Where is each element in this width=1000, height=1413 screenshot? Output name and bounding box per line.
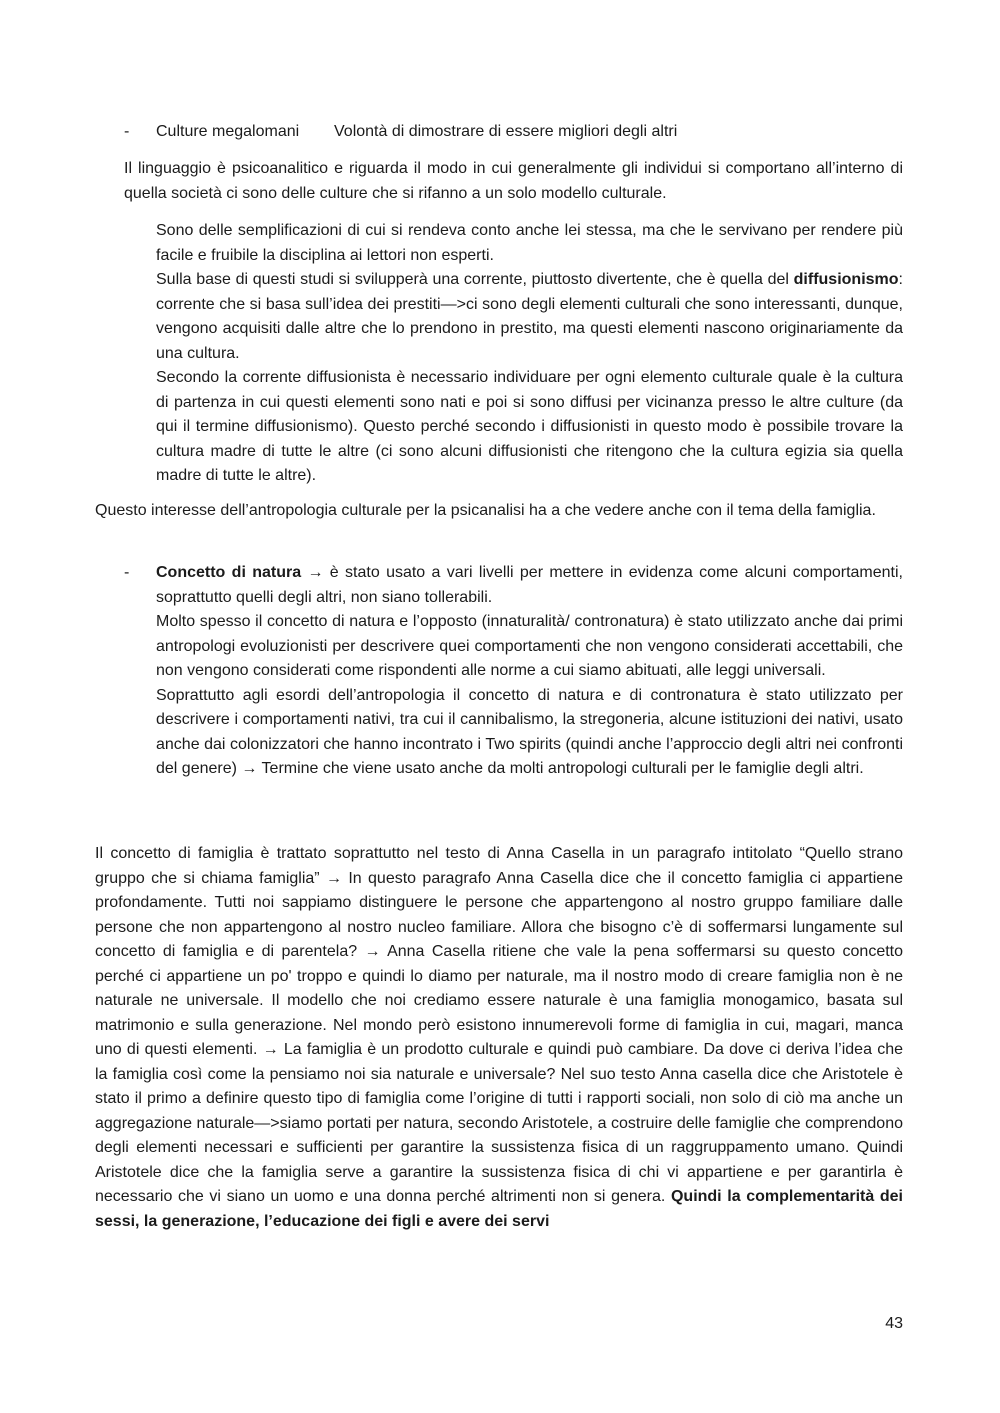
bullet-dash: - (124, 564, 130, 581)
bullet-paragraph: Molto spesso il concetto di natura e l’opposto (innaturalità/ contronatura) è stato utilizzato anche dai primi antropologi evoluzionisti per descrivere quei comportamenti che non vengono considerati accettabili, che non vengono considerati come rispondenti alle norme a cui siamo abituati, alle leggi universali. (156, 613, 903, 679)
text-span: : corrente che si basa sull’idea dei prestiti—>ci sono degli elementi culturali che sono interessanti, dunque, vengono acquisiti dalle altre che lo prendono in prestito, ma questi elementi nascono originariamente da una cultura. (156, 271, 903, 362)
text-span: Il concetto di famiglia è trattato soprattutto nel testo di Anna Casella in un paragrafo intitolato “Quello strano gruppo che si chiama famiglia” → In questo paragrafo Anna Casella dice che il concetto famiglia ci appartiene profondamente. Tutti noi sappiamo distinguere le persone che appartengono al nostro gruppo familiare dalle persone che non appartengono al nostro nucleo familiare. Allora che bisogno c’è di soffermarsi lungamente sul concetto di famiglia e di parentela? → Anna Casella ritiene che vale la pena soffermarsi su questo concetto perché ci appartiene un po' troppo e quindi lo diamo per naturale, ma il nostro modo di creare famiglia non è ne naturale ne universale. Il modello che noi crediamo essere naturale è una famiglia monogamico, basata sul matrimonio e sulla generazione. Nel mondo però esistono innumerevoli forme di famiglia in cui, magari, manca uno di questi elementi. → La famiglia è un prodotto culturale e quindi può cambiare. Da dove ci deriva l’idea che la famiglia così come la pensiamo noi sia naturale e universale? Nel suo testo Anna casella dice che Aristotele è stato il primo a definire questo tipo di famiglia come l’origine di tutti i rapporti sociali, non solo di ciò ma anche un aggregazione naturale—>siamo portati per natura, secondo Aristotele, a costruire delle famiglie che comprendono degli elementi necessari e sufficienti per garantire la sussistenza fisica di un raggruppamento umano. Quindi Aristotele dice che la famiglia serve a garantire la sussistenza fisica di chi vi appartiene e per garantirla è necessario che vi siano un uomo e una donna perché altrimenti non si genera. (95, 845, 903, 1205)
bullet-paragraph (156, 561, 903, 610)
bold-term: Concetto di natura (156, 564, 302, 581)
paragraph: Il linguaggio è psicoanalitico e riguarda il modo in cui generalmente gli individui si comportano all’interno di quella società ci sono delle culture che si rifanno a un solo modello culturale. (124, 160, 903, 202)
text-span: Sulla base di questi studi si svilupperà una corrente, piuttosto divertente, che è quella del (156, 271, 794, 288)
indented-paragraph: Sono delle semplificazioni di cui si rendeva conto anche lei stessa, ma che le servivano per rendere più facile e fruibile la disciplina ai lettori non esperti. (156, 222, 903, 264)
text-span: → è stato usato a vari livelli per mettere in evidenza come alcuni comportamenti, soprattutto quelli degli altri, non siano tollerabili. (156, 564, 903, 606)
bullet-block (156, 561, 903, 782)
indented-paragraph (156, 268, 903, 366)
bullet-dash: - (124, 123, 130, 140)
indented-block (156, 219, 903, 489)
bullet-paragraph: Soprattutto agli esordi dell’antropologia il concetto di natura e di contronatura è stato utilizzato per descrivere i comportamenti nativi, tra cui il cannibalismo, la stregoneria, alcune istituzioni dei nativi, usato anche dai colonizzatori che hanno incontrato i Two spirits (quindi anche l’approccio degli altri nei confronti del genere) → Termine che viene usato anche da molti antropologi culturali per le famiglie degli altri. (156, 686, 903, 777)
bold-text: Quindi la complementarità dei sessi, la generazione, l’educazione dei figli e avere dei servi (95, 1188, 903, 1230)
bullet-term: Culture megalomani (156, 123, 300, 140)
bold-term: diffusionismo (793, 271, 899, 288)
paragraph: Questo interesse dell’antropologia culturale per la psicanalisi ha a che vedere anche con il tema della famiglia. (95, 502, 876, 519)
bullet-description: Volontà di dimostrare di essere migliori degli altri (334, 123, 678, 140)
page-number: 43 (885, 1315, 903, 1332)
indented-paragraph: Secondo la corrente diffusionista è necessario individuare per ogni elemento culturale quale è la cultura di partenza in cui questi elementi sono nati e poi si sono diffusi per vicinanza presso le altre culture (da qui il termine diffusionismo). Questo perché secondo i diffusionisti in questo modo è possibile trovare la cultura madre di tutte le altre (ci sono alcuni diffusionisti che ritengono che la cultura egizia sia quella madre di tutte le altre). (156, 369, 903, 484)
paragraph (95, 842, 903, 1234)
